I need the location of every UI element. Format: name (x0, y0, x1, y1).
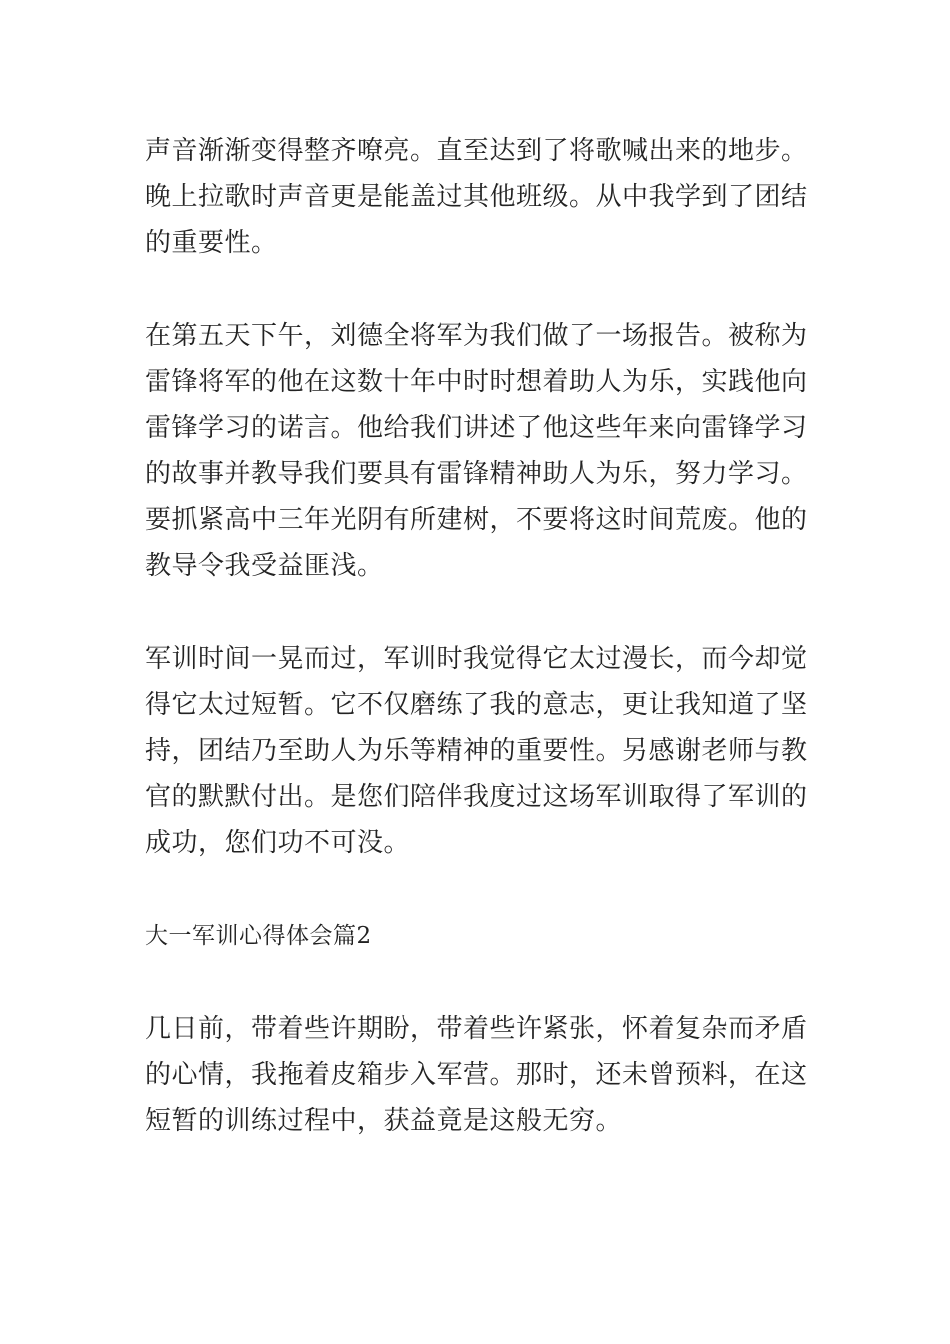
paragraph-spacer (145, 959, 810, 1006)
text-line: 得它太过短暂。它不仅磨练了我的意志，更让我知道了坚 (145, 690, 808, 720)
text-line: 晚上拉歌时声音更是能盖过其他班级。从中我学到了团结 (145, 182, 808, 212)
text-line: 在第五天下午，刘德全将军为我们做了一场报告。被称为 (145, 321, 808, 351)
text-line: 的故事并教导我们要具有雷锋精神助人为乐，努力学习。 (145, 459, 808, 489)
section-heading (145, 913, 810, 959)
paragraph-singing-unity (145, 128, 810, 266)
text-line: 雷锋将军的他在这数十年中时时想着助人为乐，实践他向 (145, 367, 808, 397)
text-line: 成功，您们功不可没。 (145, 828, 411, 858)
text-line: 声音渐渐变得整齐嘹亮。直至达到了将歌喊出来的地步。 (145, 136, 808, 166)
text-line: 几日前，带着些许期盼，带着些许紧张，怀着复杂而矛盾 (145, 1014, 808, 1044)
paragraph-spacer (145, 589, 810, 636)
text-line: 持，团结乃至助人为乐等精神的重要性。另感谢老师与教 (145, 736, 808, 766)
paragraph-training-reflection (145, 636, 810, 866)
text-line: 的心情，我拖着皮箱步入军营。那时，还未曾预料，在这 (145, 1060, 808, 1090)
text-line: 教导令我受益匪浅。 (145, 551, 384, 581)
section-heading-text: 大一军训心得体会篇2 (145, 923, 372, 949)
text-line: 官的默默付出。是您们陪伴我度过这场军训取得了军训的 (145, 782, 808, 812)
document-body (145, 128, 810, 1144)
paragraph-general-report (145, 313, 810, 589)
text-line: 军训时间一晃而过，军训时我觉得它太过漫长，而今却觉 (145, 644, 808, 674)
paragraph-arrival (145, 1006, 810, 1144)
text-line: 的重要性。 (145, 228, 278, 258)
text-line: 要抓紧高中三年光阴有所建树，不要将这时间荒废。他的 (145, 505, 808, 535)
text-line: 短暂的训练过程中，获益竟是这般无穷。 (145, 1106, 623, 1136)
text-line: 雷锋学习的诺言。他给我们讲述了他这些年来向雷锋学习 (145, 413, 808, 443)
paragraph-spacer (145, 866, 810, 913)
paragraph-spacer (145, 266, 810, 313)
